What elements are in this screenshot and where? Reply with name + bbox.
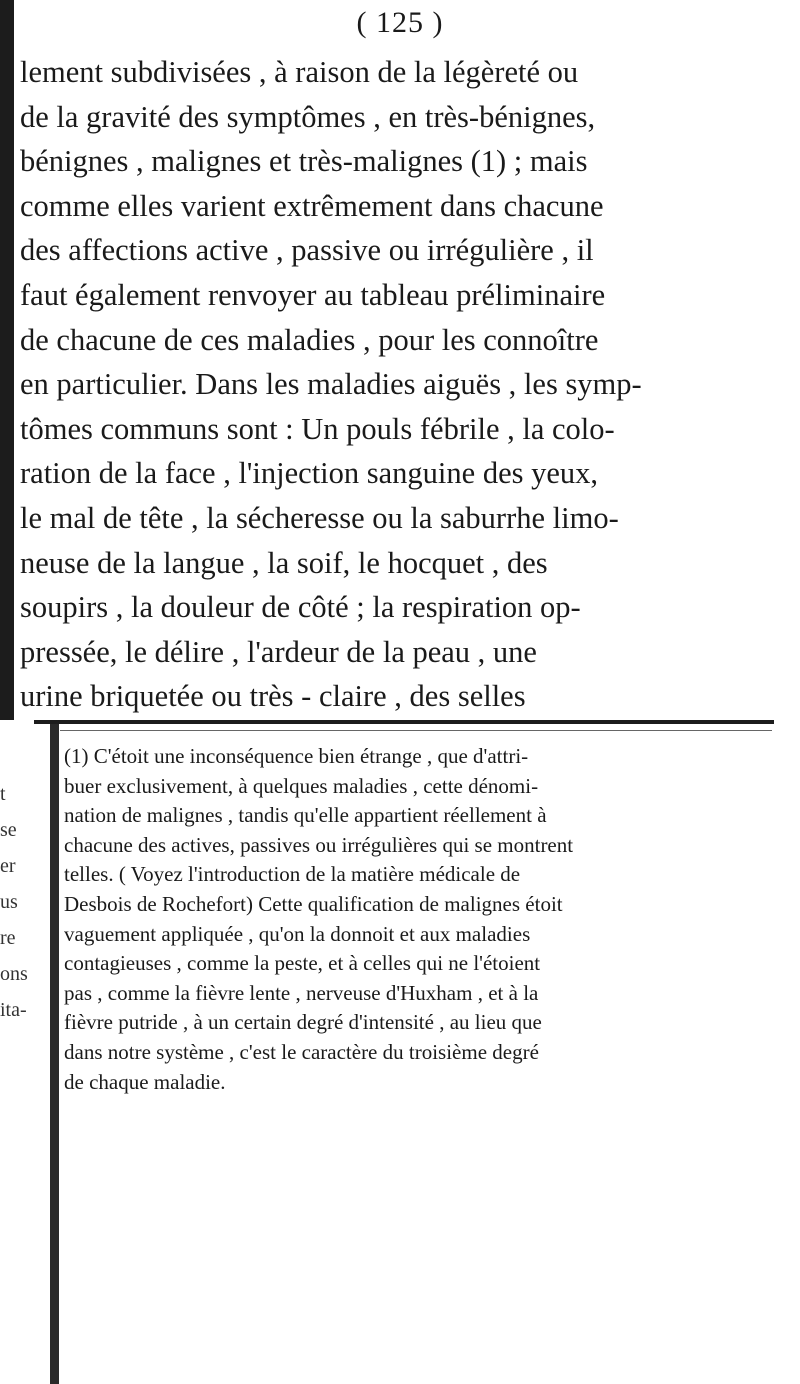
text-line: le mal de tête , la sécheresse ou la saburrhe limo- xyxy=(20,500,619,535)
footnote-line: Desbois de Rochefort) Cette qualification de malignes étoit xyxy=(64,891,563,916)
text-line: soupirs , la douleur de côté ; la respiration op- xyxy=(20,590,581,625)
main-text-block xyxy=(20,50,780,719)
text-line: comme elles varient extrêmement dans chacune xyxy=(20,188,604,223)
footnote-line: pas , comme la fièvre lente , nerveuse d'Huxham , et à la xyxy=(64,980,539,1005)
footnote-line: nation de malignes , tandis qu'elle appartient réellement à xyxy=(64,803,547,828)
margin-fragment: us xyxy=(0,891,18,913)
footnote-line: vaguement appliquée , qu'on la donnoit et aux maladies xyxy=(64,921,531,946)
footnote-separator-rule xyxy=(34,720,774,724)
footnote-line: de chaque maladie. xyxy=(64,1069,226,1094)
text-line: pressée, le délire , l'ardeur de la peau , une xyxy=(20,634,537,669)
footnote-thin-rule xyxy=(60,730,772,731)
footnote-line: (1) C'étoit une inconséquence bien étrange , que d'attri- xyxy=(64,744,529,768)
margin-fragment: re xyxy=(0,927,16,949)
gutter-strip xyxy=(50,720,59,1384)
margin-fragment: er xyxy=(0,855,16,877)
footnote-line: fièvre putride , à un certain degré d'intensité , au lieu que xyxy=(64,1010,542,1035)
text-line: de chacune de ces maladies , pour les connoître xyxy=(20,322,599,357)
footnote-line: telles. ( Voyez l'introduction de la matière médicale de xyxy=(64,862,521,887)
text-line: de la gravité des symptômes , en très-bénignes, xyxy=(20,99,596,134)
margin-fragment: t xyxy=(0,783,6,805)
footnote-line: chacune des actives, passives ou irrégulières qui se montrent xyxy=(64,832,574,857)
text-line: ration de la face , l'injection sanguine des yeux, xyxy=(20,456,599,491)
margin-fragment: ons xyxy=(0,963,28,985)
footnote-line: contagieuses , comme la peste, et à celles qui ne l'étoient xyxy=(64,951,541,976)
footnote-line: buer exclusivement, à quelques maladies , cette dénomi- xyxy=(64,773,539,798)
text-line: faut également renvoyer au tableau préliminaire xyxy=(20,277,606,312)
footnote-block xyxy=(64,742,776,1097)
text-line: en particulier. Dans les maladies aiguës , les symp- xyxy=(20,367,642,402)
text-line: urine briquetée ou très - claire , des selles xyxy=(20,679,526,714)
facing-page-fragments xyxy=(0,740,36,1028)
margin-fragment: se xyxy=(0,819,17,841)
page-number: ( 125 ) xyxy=(356,6,444,39)
text-line: lement subdivisées , à raison de la légèreté ou xyxy=(20,55,579,89)
text-line: bénignes , malignes et très-malignes (1) ; mais xyxy=(20,144,588,179)
footnote-line: dans notre système , c'est le caractère du troisième degré xyxy=(64,1039,539,1064)
text-line: neuse de la langue , la soif, le hocquet , des xyxy=(20,545,548,580)
text-line: des affections active , passive ou irrégulière , il xyxy=(20,233,594,268)
margin-fragment: ita- xyxy=(0,999,27,1021)
text-line: tômes communs sont : Un pouls fébrile , la colo- xyxy=(20,411,615,446)
